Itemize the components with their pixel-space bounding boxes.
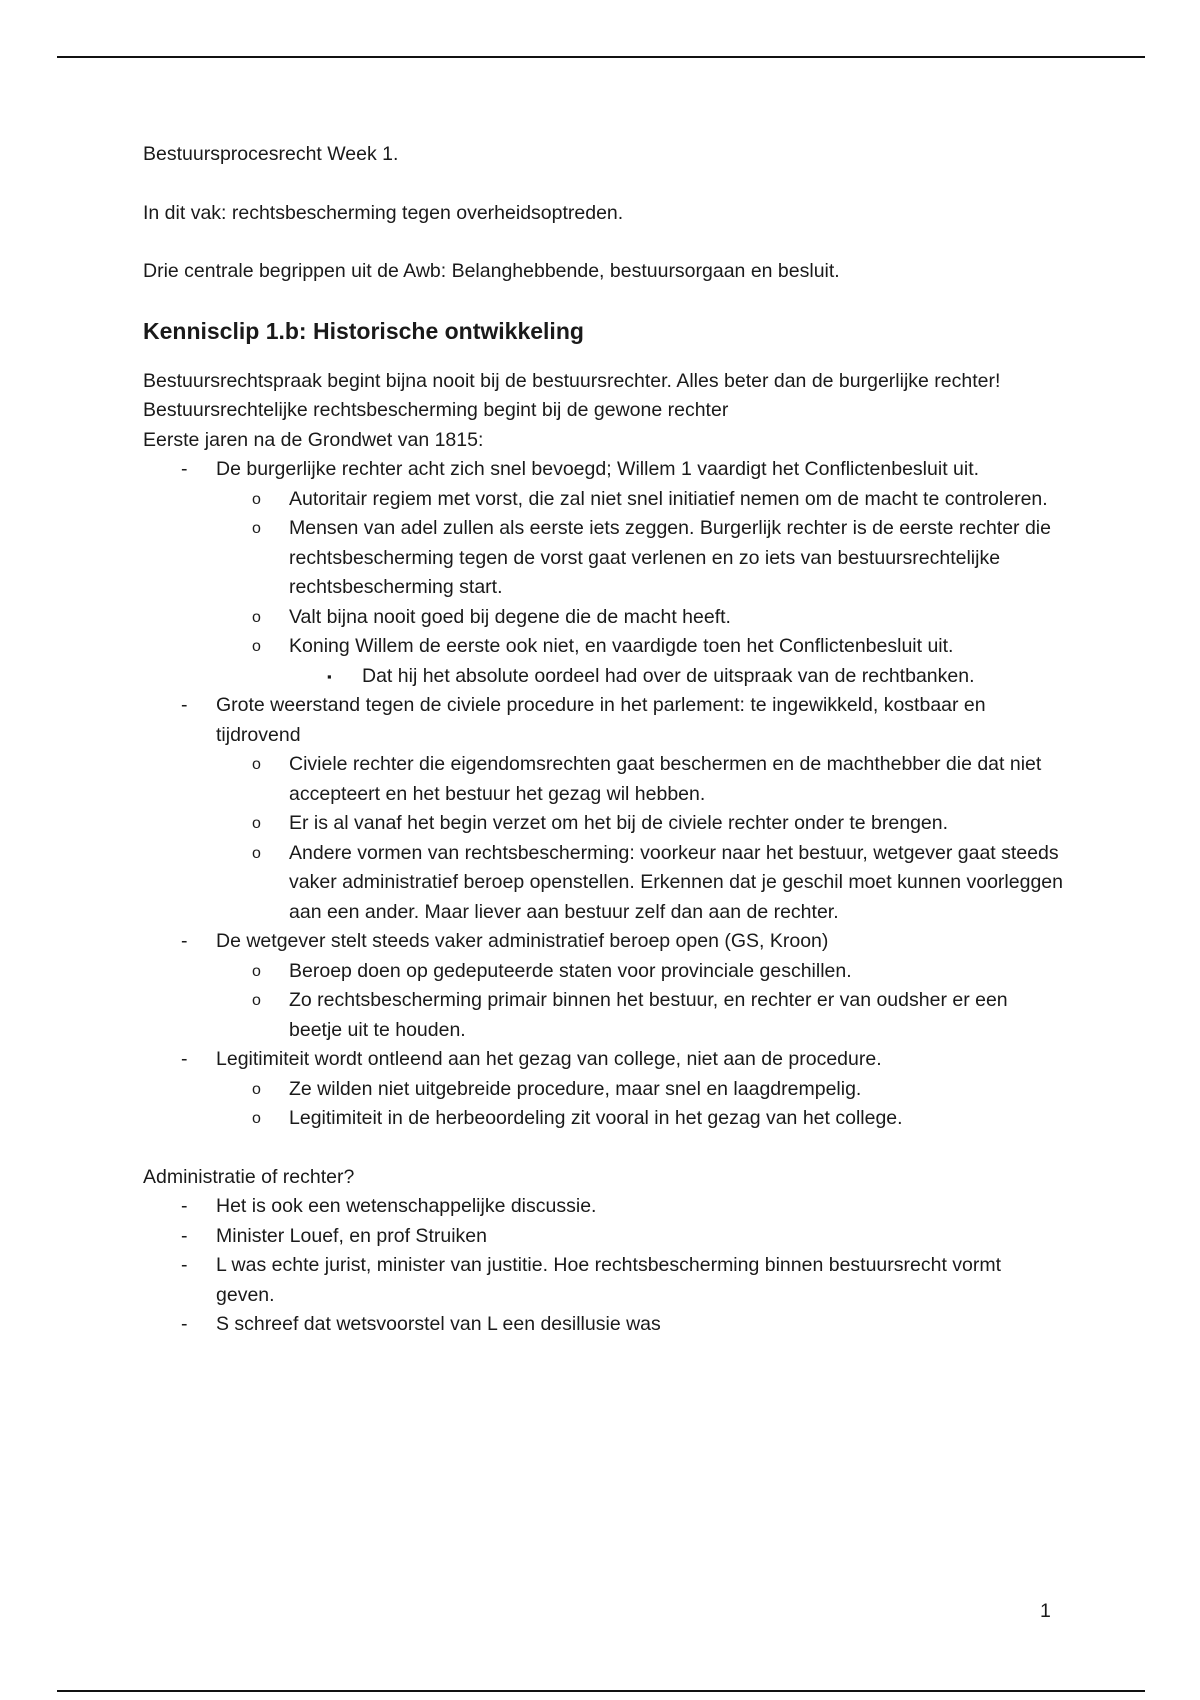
- bullet-marker: -: [181, 1313, 188, 1335]
- bullet-marker: o: [252, 520, 261, 537]
- list-item-level-1: [143, 1251, 1063, 1310]
- list-item-text: Ze wilden niet uitgebreide procedure, maar snel en laagdrempelig.: [289, 1077, 862, 1100]
- intro-paragraph-1: In dit vak: rechtsbescherming tegen overheidsoptreden.: [143, 201, 624, 224]
- bullet-marker: -: [181, 694, 188, 716]
- body-paragraph-3: Eerste jaren na de Grondwet van 1815:: [143, 428, 484, 451]
- bullet-marker: -: [181, 930, 188, 952]
- bullet-marker: -: [181, 1195, 188, 1217]
- list-item-level-1: [143, 455, 1063, 485]
- history-bullet-list: [143, 455, 1063, 1134]
- discussion-bullet-list: [143, 1192, 1063, 1340]
- list-item-text: L was echte jurist, minister van justitie. Hoe rechtsbescherming binnen bestuursrecht vormt geven.: [216, 1254, 1002, 1306]
- list-item-text: Valt bijna nooit goed bij degene die de macht heeft.: [289, 605, 731, 628]
- list-item-level-2: [143, 809, 1063, 839]
- page-number: 1: [1040, 1600, 1051, 1622]
- bullet-marker: o: [252, 490, 261, 508]
- list-item-text: Het is ook een wetenschappelijke discussie.: [216, 1195, 597, 1217]
- list-item-level-3: [143, 662, 1063, 692]
- list-item-text: Legitimiteit wordt ontleend aan het gezag van college, niet aan de procedure.: [216, 1048, 882, 1070]
- page-content: [143, 140, 1063, 1340]
- bullet-marker: o: [252, 1080, 261, 1098]
- list-item-level-2: [143, 632, 1063, 662]
- bullet-marker: -: [181, 1224, 188, 1247]
- list-item-level-1: [143, 1045, 1063, 1075]
- bullet-marker: -: [181, 458, 188, 480]
- list-item-text: De wetgever stelt steeds vaker administratief beroep open (GS, Kroon): [216, 930, 829, 952]
- body-paragraph-4: Administratie of rechter?: [143, 1165, 355, 1188]
- list-item-text: Legitimiteit in de herbeoordeling zit vooral in het gezag van het college.: [289, 1107, 903, 1129]
- intro-paragraph-2: Drie centrale begrippen uit de Awb: Belanghebbende, bestuursorgaan en besluit.: [143, 260, 840, 282]
- bullet-marker: o: [252, 962, 261, 980]
- list-item-text: De burgerlijke rechter acht zich snel bevoegd; Willem 1 vaardigt het Conflictenbesluit uit.: [216, 458, 980, 480]
- body-paragraph-1: Bestuursrechtspraak begint bijna nooit bij de bestuursrechter. Alles beter dan de burgerlijke rechter!: [143, 369, 1001, 392]
- list-item-text: Autoritair regiem met vorst, die zal niet snel initiatief nemen om de macht te controleren.: [289, 487, 1048, 510]
- list-item-text: Grote weerstand tegen de civiele procedure in het parlement: te ingewikkeld, kostbaar en tijdrovend: [216, 694, 986, 746]
- list-item-level-1: [143, 927, 1063, 957]
- list-item-level-2: [143, 1104, 1063, 1134]
- list-item-text: Andere vormen van rechtsbescherming: voorkeur naar het bestuur, wetgever gaat steeds vaker administratief beroep openstellen. Erkennen dat je geschil moet kunnen voorleggen aan een ander. Maar liever aan bestuur zelf dan aan de rechter.: [289, 841, 1063, 923]
- list-item-level-2: [143, 986, 1063, 1045]
- bullet-marker: o: [252, 638, 261, 655]
- bullet-marker: o: [252, 608, 261, 626]
- list-item-level-1: [143, 1310, 1063, 1340]
- list-item-level-1: [143, 1222, 1063, 1252]
- body-paragraph-2: Bestuursrechtelijke rechtsbescherming begint bij de gewone rechter: [143, 399, 729, 421]
- list-item-level-2: [143, 957, 1063, 987]
- bullet-marker: o: [252, 992, 261, 1009]
- bullet-marker: -: [181, 1254, 188, 1276]
- bullet-marker: -: [181, 1048, 188, 1070]
- bullet-marker: o: [252, 844, 261, 862]
- list-item-level-1: [143, 691, 1063, 750]
- list-item-level-2: [143, 839, 1063, 928]
- list-item-level-2: [143, 485, 1063, 515]
- list-item-text: Mensen van adel zullen als eerste iets zeggen. Burgerlijk rechter is de eerste rechter die rechtsbescherming tegen de vorst gaat verlenen en zo iets van bestuursrechtelijke rechtsbescherming start.: [289, 517, 1051, 598]
- bullet-marker: o: [252, 756, 261, 773]
- list-item-level-2: [143, 603, 1063, 633]
- footer-rule: [57, 1690, 1145, 1692]
- list-item-text: Er is al vanaf het begin verzet om het bij de civiele rechter onder te brengen.: [289, 812, 949, 834]
- list-item-level-2: [143, 514, 1063, 603]
- list-item-text: Minister Louef, en prof Struiken: [216, 1224, 487, 1247]
- list-item-text: Beroep doen op gedeputeerde staten voor provinciale geschillen.: [289, 959, 852, 982]
- list-item-level-1: [143, 1192, 1063, 1222]
- list-item-level-2: [143, 1075, 1063, 1105]
- list-item-text: S schreef dat wetsvoorstel van L een desillusie was: [216, 1313, 661, 1335]
- list-item-level-2: [143, 750, 1063, 809]
- bullet-marker: ▪: [327, 668, 332, 684]
- document-title-line: Bestuursprocesrecht Week 1.: [143, 143, 399, 165]
- bullet-marker: o: [252, 815, 261, 832]
- section-heading: Kennisclip 1.b: Historische ontwikkeling: [143, 317, 584, 344]
- list-item-text: Zo rechtsbescherming primair binnen het bestuur, en rechter er van oudsher er een beetje uit te houden.: [289, 989, 1008, 1041]
- list-item-text: Civiele rechter die eigendomsrechten gaat beschermen en de machthebber die dat niet accepteert en het bestuur het gezag wil hebben.: [289, 753, 1042, 805]
- bullet-marker: o: [252, 1110, 261, 1127]
- list-item-text: Dat hij het absolute oordeel had over de uitspraak van de rechtbanken.: [362, 664, 975, 687]
- header-rule: [57, 56, 1145, 58]
- list-item-text: Koning Willem de eerste ook niet, en vaardigde toen het Conflictenbesluit uit.: [289, 635, 954, 657]
